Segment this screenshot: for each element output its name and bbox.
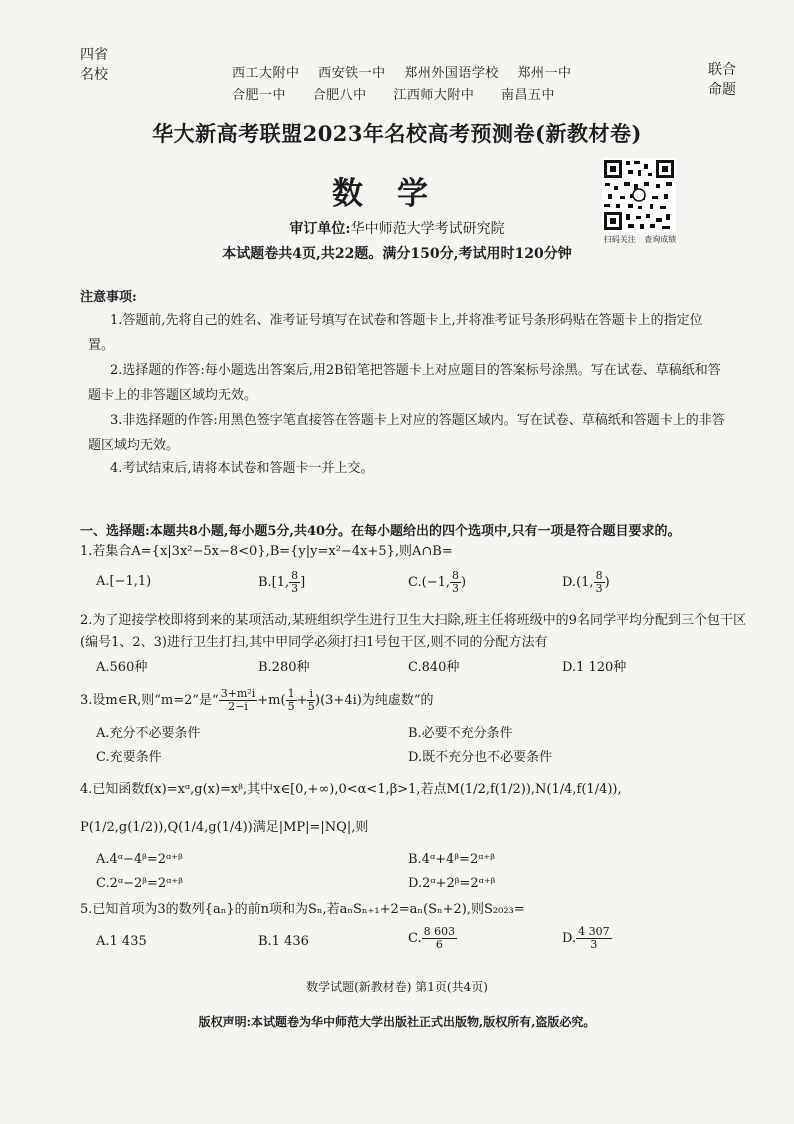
q5-option-c	[408, 926, 457, 951]
fraction	[307, 688, 315, 713]
q4-option-b: B.4ᵅ+4ᵝ=2ᵅ⁺ᵝ	[408, 852, 496, 867]
school: 西安铁一中	[318, 66, 386, 81]
question-2-stem: 2.为了迎接学校即将到来的某项活动,某班组织学生进行卫生大扫除,班主任将班级中的9名同学平均分配到三个包干区(编号1、2、3)进行卫生打扫,其中甲同学必须打扫1号包干区,则不同的分配方法有	[80, 613, 746, 650]
subject-title: 数学	[332, 176, 462, 212]
numerator: 8	[595, 569, 603, 582]
q1-option-b-text: B.[1,	[258, 575, 290, 590]
schools-row2	[232, 84, 555, 103]
review-label: 审订单位:	[289, 221, 351, 237]
q3-text: +m(	[257, 693, 286, 708]
denominator: 3	[291, 582, 299, 595]
q1-option-c: C.(−1, $\frac{8}{3}$ )	[408, 569, 467, 595]
exam-info: 本试题卷共4页,共22题。满分150分,考试用时120分钟	[222, 246, 572, 262]
fraction	[219, 688, 258, 713]
question-3-stem	[80, 688, 760, 713]
q4-option-c: C.2ᵅ−2ᵝ=2ᵅ⁺ᵝ	[96, 876, 183, 891]
q3-option-a: A.充分不必要条件	[96, 726, 201, 741]
schools-row1	[232, 62, 571, 81]
q4-option-d: D.2ᵅ+2ᵝ=2ᵅ⁺ᵝ	[408, 876, 496, 891]
exam-title: 华大新高考联盟2023年名校高考预测卷(新教材卷)	[152, 121, 642, 146]
school: 江西师大附中	[393, 88, 475, 103]
q3-text: )(3+4i)为纯虚数”的	[315, 693, 434, 708]
fraction	[286, 688, 297, 713]
q2-option-a: A.560种	[96, 660, 148, 675]
q1-option-d-text: D.(1,	[562, 575, 594, 590]
q1-option-b: B.[1, $\frac{8}{3}$ ]	[258, 569, 306, 595]
school: 郑州外国语学校	[404, 66, 499, 81]
corner-right-line2: 命题	[708, 82, 736, 98]
corner-right	[708, 60, 736, 100]
copyright-notice: 版权声明:本试题卷为华中师范大学出版社正式出版物,版权所有,盗版必究。	[198, 1015, 596, 1029]
corner-left-line2: 名校	[80, 67, 108, 83]
numerator: 8 603	[423, 925, 456, 938]
corner-right-line1: 联合	[708, 62, 736, 78]
school: 郑州一中	[517, 66, 572, 81]
q5-option-d-text: D.	[562, 931, 577, 946]
numerator: 8	[291, 569, 299, 582]
numerator: 8	[451, 569, 459, 582]
question-1-stem: 1.若集合A={x|3x²−5x−8<0},B={y|y=x²−4x+5},则A∩B=	[80, 544, 453, 559]
denominator: 3	[451, 582, 459, 595]
school: 合肥一中	[232, 88, 287, 103]
qr-caption-2: 查询成绩	[644, 235, 677, 244]
numerator: 1	[287, 687, 295, 700]
q1-option-c-text: C.(−1,	[408, 575, 450, 590]
q5-option-b: B.1 436	[258, 934, 309, 949]
question-5-stem: 5.已知首项为3的数列{aₙ}的前n项和为Sₙ,若aₙSₙ₊₁+2=aₙ(Sₙ+2),则S₂₀₂₃=	[80, 902, 525, 917]
denominator: 3	[595, 582, 603, 595]
review-unit: 华中师范大学考试研究院	[350, 221, 505, 237]
q4-option-a: A.4ᵅ−4ᵝ=2ᵅ⁺ᵝ	[96, 852, 183, 867]
school: 西工大附中	[232, 66, 300, 81]
notice-item: 2.选择题的作答:每小题选出答案后,用2B铅笔把答题卡上对应题目的答案标号涂黑。写在试卷、草稿纸和答题卡上的非答题区域均无效。	[88, 363, 721, 403]
section-heading: 一、选择题:本题共8小题,每小题5分,共40分。在每小题给出的四个选项中,只有一项是符合题目要求的。	[80, 524, 681, 539]
denominator: 2−i	[228, 700, 248, 713]
fraction	[576, 926, 612, 951]
fraction	[594, 570, 605, 595]
q1-option-d: D.(1, $\frac{8}{3}$ )	[562, 569, 610, 595]
numerator: i	[309, 687, 314, 700]
fraction	[289, 570, 300, 595]
q3-text: 3.设m∈R,则“m=2”是“	[80, 693, 219, 708]
q5-option-d	[562, 926, 612, 951]
school: 合肥八中	[312, 88, 367, 103]
corner-left-line1: 四省	[80, 47, 108, 63]
denominator: 3	[590, 938, 598, 951]
q3-option-d: D.既不充分也不必要条件	[408, 750, 553, 765]
question-4-stem-2: P(1/2,g(1/2)),Q(1/4,g(1/4))满足|MP|=|NQ|,则	[80, 820, 369, 835]
denominator: 6	[435, 938, 443, 951]
review-unit-line	[0, 218, 794, 238]
fraction	[422, 926, 458, 951]
numerator: 4 307	[578, 925, 610, 938]
q2-option-b: B.280种	[258, 660, 310, 675]
q2-option-c: C.840种	[408, 660, 460, 675]
notice-item: 3.非选择题的作答:用黑色签字笔直接答在答题卡上对应的答题区域内。写在试卷、草稿纸和答题卡上的非答题区域均无效。	[88, 413, 725, 453]
notice-heading: 注意事项:	[80, 290, 137, 305]
qr-caption-1: 扫码关注	[603, 235, 636, 244]
page-footer: 数学试题(新教材卷) 第1页(共4页)	[306, 980, 488, 994]
denominator: 5	[307, 700, 315, 713]
notice-item: 4.考试结束后,请将本试卷和答题卡一并上交。	[110, 461, 374, 476]
question-4-stem: 4.已知函数f(x)=xᵅ,g(x)=xᵝ,其中x∈[0,+∞),0<α<1,β>1,若点M(1/2,f(1/2)),N(1/4,f(1/4)),	[80, 782, 622, 797]
q5-option-a: A.1 435	[96, 934, 147, 949]
q5-option-c-text: C.	[408, 931, 422, 946]
fraction	[450, 570, 461, 595]
q2-option-d: D.1 120种	[562, 660, 627, 675]
q1-option-a: A.[−1,1)	[96, 574, 152, 589]
numerator: 3+m²i	[220, 687, 256, 700]
q3-option-c: C.充要条件	[96, 750, 162, 765]
notice-item: 1.答题前,先将自己的姓名、准考证号填写在试卷和答题卡上,并将准考证号条形码贴在答题卡上的指定位置。	[88, 313, 703, 353]
q3-option-b: B.必要不充分条件	[408, 726, 513, 741]
denominator: 5	[287, 700, 295, 713]
q3-text: +	[296, 693, 308, 708]
corner-left	[80, 45, 108, 85]
school: 南昌五中	[500, 88, 555, 103]
